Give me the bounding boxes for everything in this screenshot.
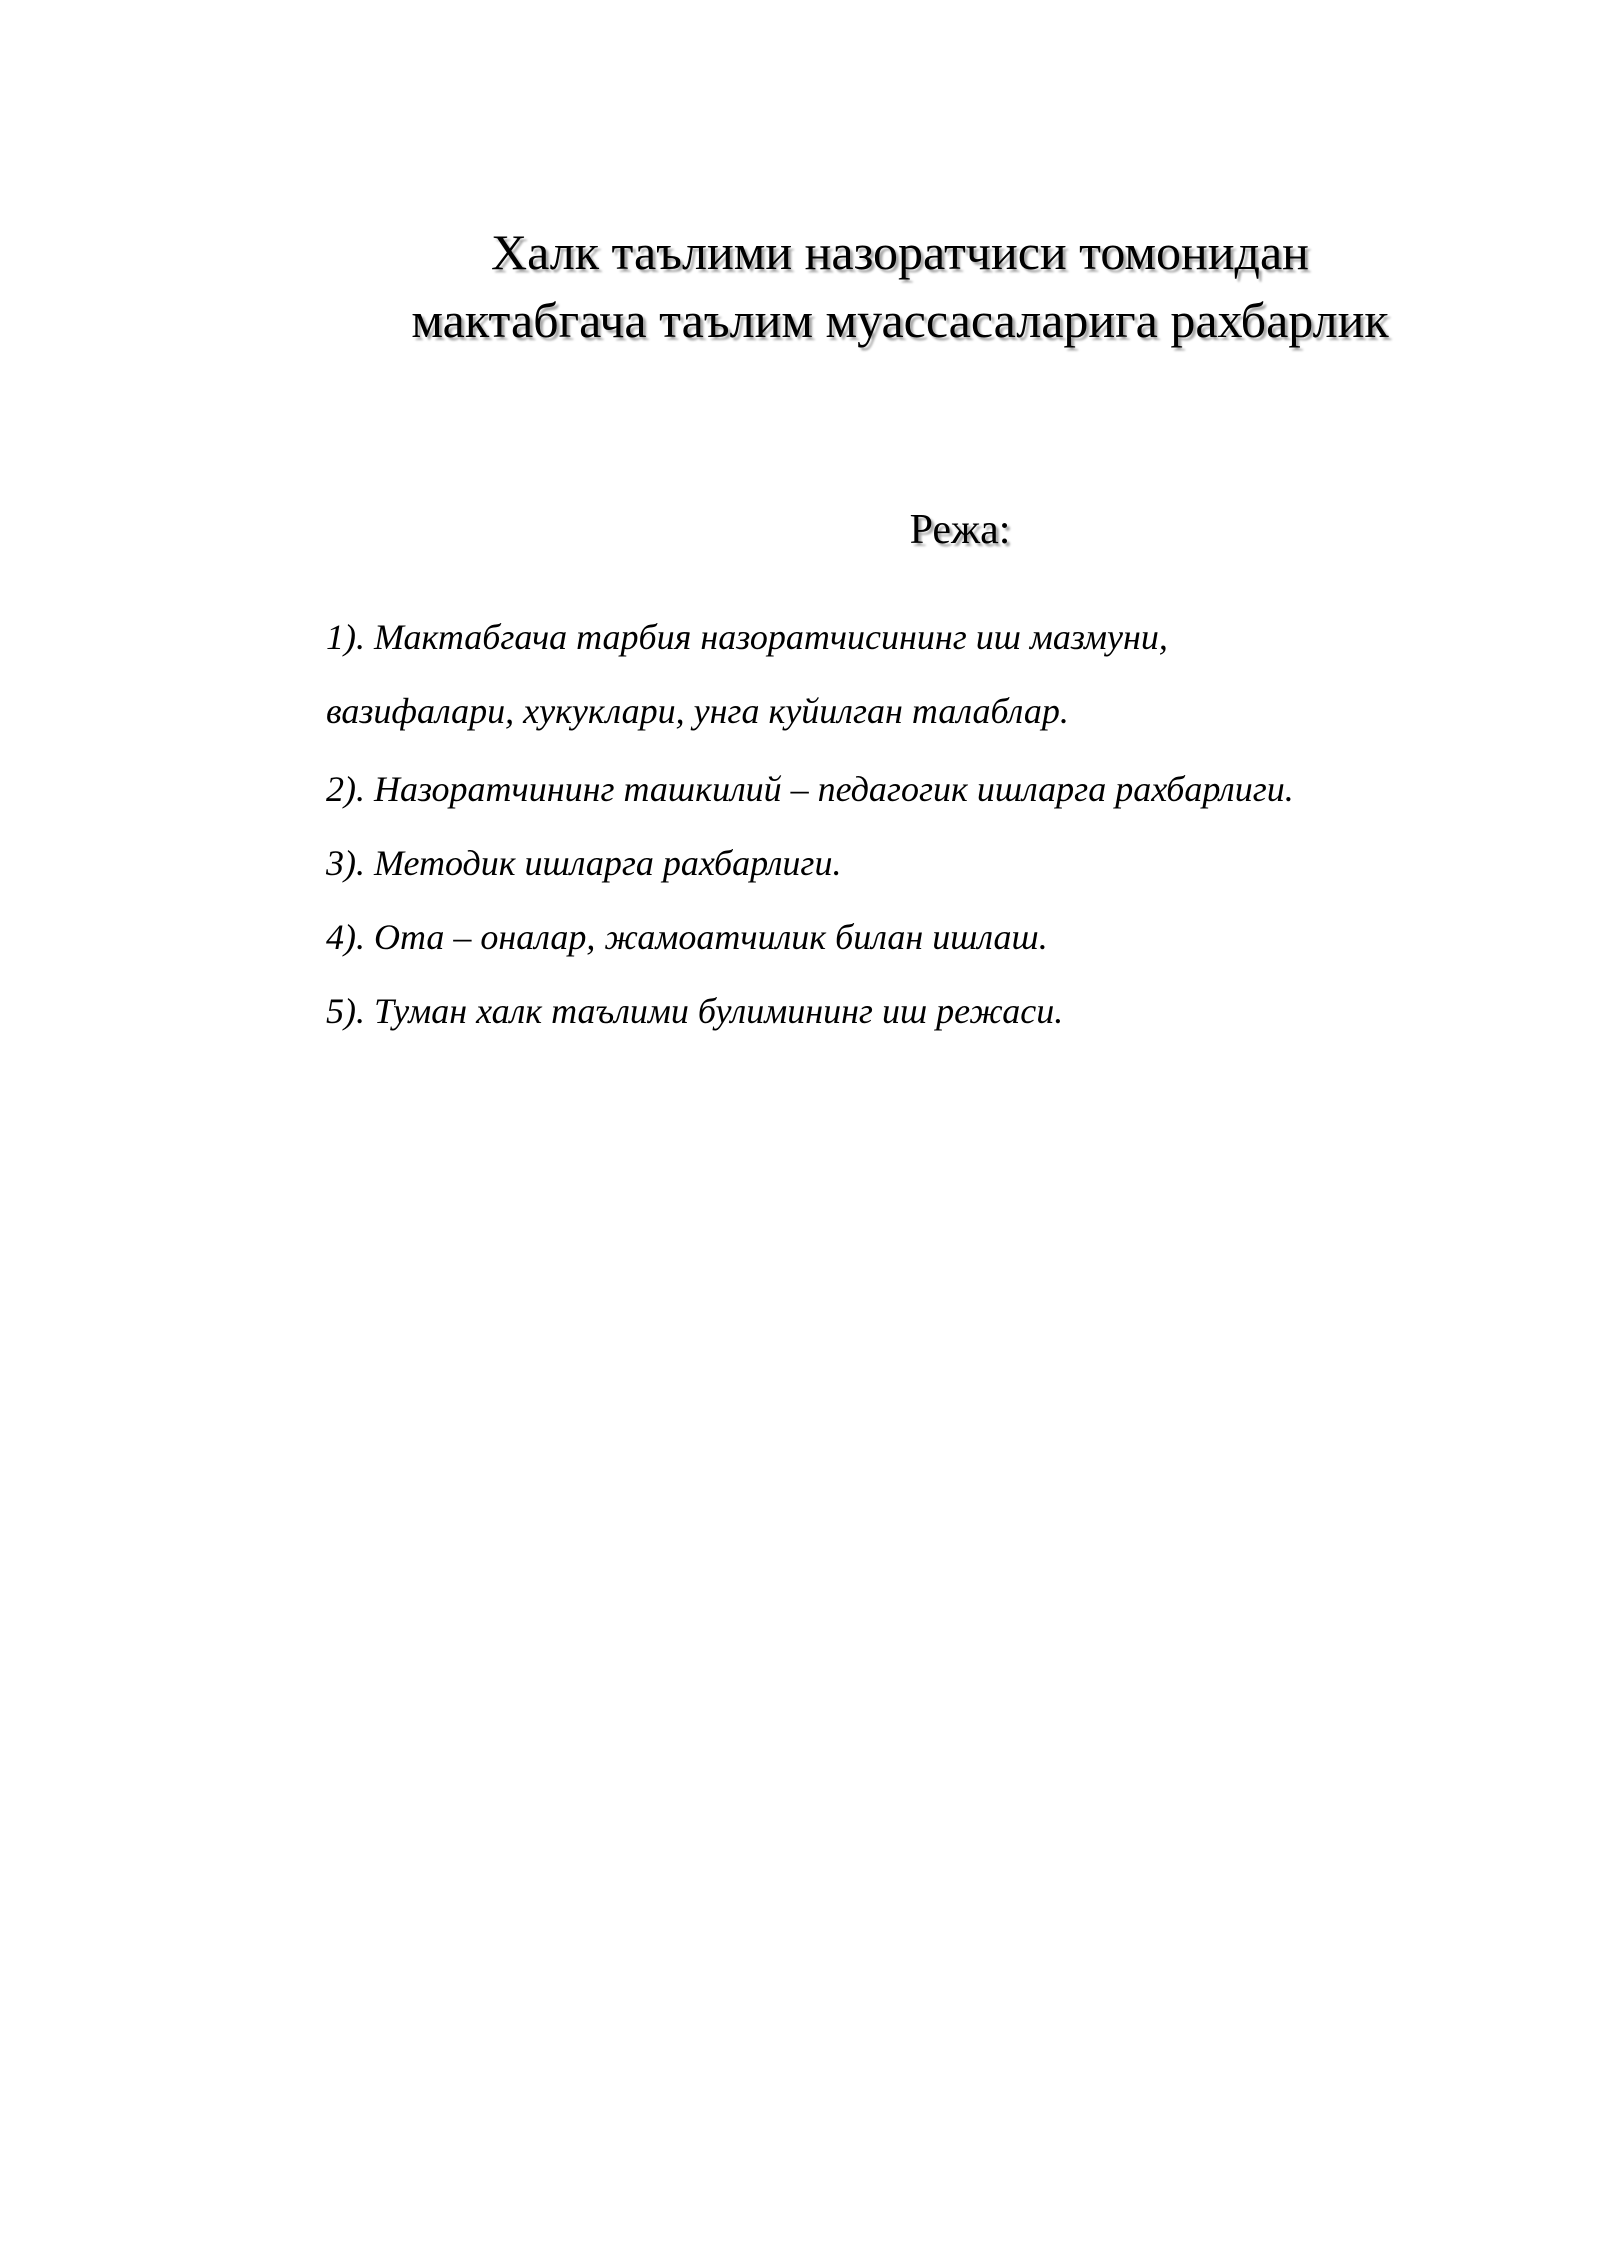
plan-item-4: 4). Ота – оналар, жамоатчилик билан ишлаш. bbox=[326, 917, 1048, 957]
document-title bbox=[250, 218, 1550, 354]
plan-item-5: 5). Туман халк таълими булимининг иш режаси. bbox=[326, 991, 1064, 1031]
plan-item-1 bbox=[326, 600, 1556, 748]
plan-item-3: 3). Методик ишларга рахбарлиги. bbox=[326, 843, 842, 883]
title-line-1: Халк таълими назоратчиси томонидан bbox=[491, 224, 1309, 280]
plan-item-1-line-1: 1). Мактабгача тарбия назоратчисининг иш мазмуни, bbox=[326, 617, 1168, 657]
plan-item-1-line-2: вазифалари, хукуклари, унга куйилган талаблар. bbox=[326, 691, 1069, 731]
plan-item-2: 2). Назоратчининг ташкилий – педагогик ишларга рахбарлиги. bbox=[326, 769, 1294, 809]
plan-list bbox=[326, 600, 1556, 1048]
plan-heading: Режа: bbox=[909, 507, 1011, 553]
title-line-2: мактабгача таълим муассасаларига рахбарлик bbox=[411, 292, 1389, 348]
